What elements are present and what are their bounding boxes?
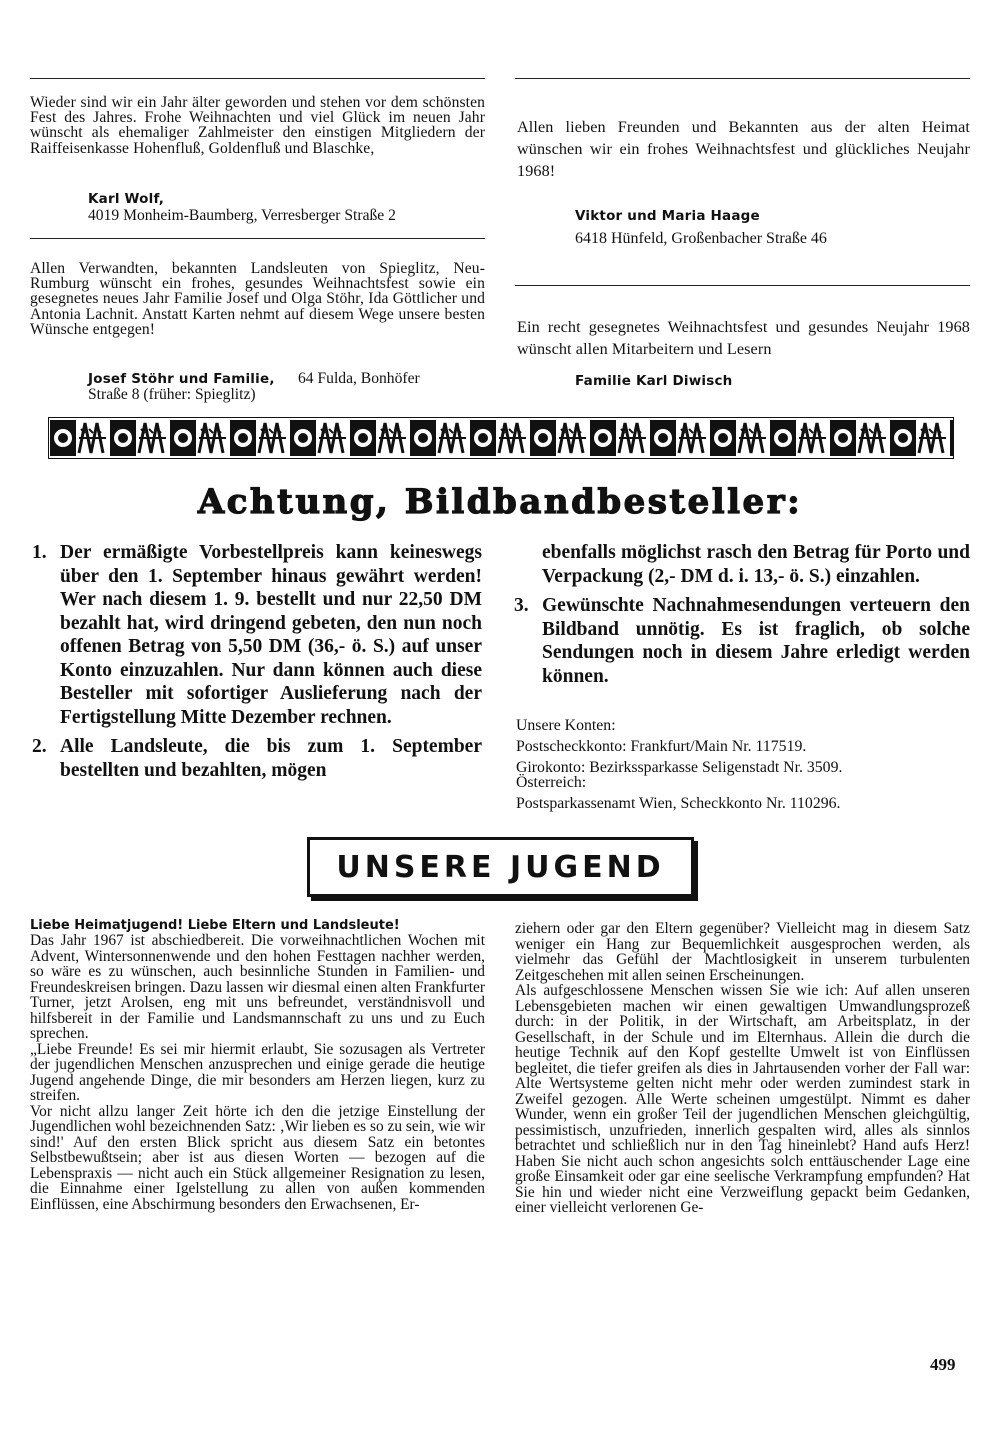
section-title-box [307, 837, 694, 897]
jugend-heading: Liebe Heimatjugend! Liebe Eltern und Landsleute! [30, 918, 400, 933]
section-title: UNSERE JUGEND [336, 849, 665, 885]
sender-address: 64 Fulda, Bonhöfer Straße 8 (früher: Spieglitz) [88, 370, 420, 403]
divider [30, 238, 485, 239]
greeting-text: Allen Verwandten, bekannten Landsleuten von Spieglitz, Neu-Rumburg wünscht ein frohes, gesundes Weihnachtsfest sowie ein gesegnetes neues Jahr Familie Josef und Olga Stöhr, Ida Göttlicher und Antonia Lachnit. Anstatt Karten nehmt auf diesem Wege unsere besten Wünsche entgegen! [30, 260, 485, 338]
greeting-text: Allen lieben Freunden und Bekannten aus der alten Heimat wünschen wir ein frohes Weihnachtsfest und glückliches Neujahr 1968! [517, 118, 970, 180]
accounts-block [516, 716, 976, 815]
jugend-right-text: ziehern oder gar den Eltern gegenüber? Vielleicht mag in diesem Satz weniger ein Hang zur Bequemlichkeit ausgesprochen werden, als vielmehr das Gefühl der Machtlosigkeit in unserem turbulenten Zeitgeschehen mit allen seinen Erscheinungen. Als aufgeschlossene Menschen wissen Sie wie ich: Auf allen unseren Lebensgebieten machen wir einen gewaltigen Umwandlungsprozeß durch: in der Politik, in der Wirtschaft, am Arbeitsplatz, in der Gesellschaft, in der Schule und im Elternhaus. Allein die durch die heutige Technik auf den Kopf gestellte Umwelt ist von Einflüssen begleitet, die tiefer greifen als dies in Jahrtausenden vorher der Fall war: Alte Wertsysteme gelten nicht mehr oder werden zumindest stark in Zweifel gezogen. Alle Werte scheinen umgestülpt. Nimmt es daher Wunder, wenn ein großer Teil der jugendlichen Menschen gleichgültig, pessimistisch, unzufrieden, innerlich gespalten wird, alles als sinnlos betrachtet und schließlich nur in den Tag hineinlebt? Hand aufs Herz! Haben Sie nicht auch schon angesichts solch enttäuschender Lage eine große Einsamkeit oder gar eine seelische Verkrampfung empfunden? Hat Sie hin und wieder nicht eine Verzweiflung gepackt beim Gedanken, einer vielleicht verlorenen Ge- [515, 920, 970, 1216]
divider [515, 285, 970, 286]
greeting-text: Wieder sind wir ein Jahr älter geworden und stehen vor dem schönsten Fest des Jahres. Frohe Weihnachten und viel Glück im neuen Jahr wünscht als ehemaliger Zahlmeister den einstigen Mitgliedern der Raiffeisenkasse Hohenfluß, Goldenfluß und Blaschke, [30, 94, 485, 157]
greeting-text: Ein recht gesegnetes Weihnachtsfest und gesundes Neujahr 1968 wünscht allen Mitarbeitern und Lesern [517, 318, 970, 358]
sender-name: Familie Karl Diwisch [575, 373, 733, 389]
list-item-continuation: ebenfalls möglichst rasch den Betrag für Porto und Verpackung (2,- DM d. i. 13,- ö. S.) einzahlen. [542, 542, 970, 587]
page-number: 499 [930, 1355, 956, 1374]
divider [515, 78, 970, 79]
austria-label: Österreich: [516, 774, 587, 791]
jugend-left-text: Das Jahr 1967 ist abschiedbereit. Die vorweihnachtlichen Wochen mit Advent, Wintersonnenwende und den hohen Festtagen nachher werden, so wäre es zu wünschen, auch besinnliche Stunden in Familien- und Freundeskreisen bringen. Dazu lassen wir diesmal einen alten Frankfurter Turner, jetzt Arolsen, eng mit uns befreundet, verständnisvoll und hilfsbereit in der Familie und Landsmannschaft zu uns und zu Euch sprechen. „Liebe Freunde! Es sei mir hiermit erlaubt, Sie sozusagen als Vertreter der jugendlichen Menschen anzusprechen und einige gerade die heutige Jugend angehende Dinge, die mir besonders am Herzen liegen, kurz zu streifen. Vor nicht allzu langer Zeit hörte ich den die jetzige Einstellung der Jugendlichen wohl bezeichnenden Satz: ‚Wir lieben es so zu sein, wie wir sind!' Auf den ersten Blick spricht aus diesem Satz ein betontes Selbstbewußtsein; aber ist aus diesen Worten — bezogen auf die Lebenspraxis — nicht auch ein Stück allgemeiner Resignation zu lesen, die Einnahme einer Igelstellung zu allen von außen kommenden Einflüssen, eine Abschirmung besonders den Erwachsenen, Er- [30, 932, 485, 1213]
jugend-left-column [30, 918, 485, 1212]
list-number: 1. [32, 542, 47, 563]
list-item [32, 541, 482, 729]
announcement-left-column [32, 541, 482, 782]
sender-address: 6418 Hünfeld, Großenbacher Straße 46 [575, 230, 827, 247]
giro-account: Girokonto: Bezirkssparkasse Seligenstadt Nr. 3509. [516, 759, 843, 776]
list-number: 2. [32, 736, 47, 757]
list-item-text: Alle Landsleute, die bis zum 1. September bestellten und bezahlten, mögen [60, 736, 482, 781]
list-number: 3. [514, 595, 529, 616]
sender-address: 4019 Monheim-Baumberg, Verresberger Straße 2 [88, 207, 396, 224]
announcement-right-column [514, 541, 970, 688]
headline: Achtung, Bildbandbesteller: [197, 482, 803, 522]
list-item [514, 594, 970, 688]
ornament-border [48, 417, 954, 459]
accounts-label: Unsere Konten: [516, 717, 616, 734]
list-item-text: Gewünschte Nachnahmesendungen verteuern den Bildband unnötig. Es ist fraglich, ob solche Sendungen noch in diesem Jahre erledigt werden können. [542, 595, 970, 687]
austria-account: Postsparkassenamt Wien, Scheckkonto Nr. 110296. [516, 795, 841, 812]
list-item [32, 735, 482, 782]
sender-name: Josef Stöhr und Familie, [88, 371, 275, 387]
sender-name: Karl Wolf, [88, 191, 165, 207]
list-item-text: Der ermäßigte Vorbestellpreis kann keineswegs über den 1. September hinaus gewährt werden! Wer nach diesem 1. 9. bestellt und nur 22,50 DM bezahlt hat, wird dringend gebeten, den nun noch offenen Betrag von 5,50 DM (36,- ö. S.) auf unser Konto einzuzahlen. Nur dann können auch diese Besteller mit sofortiger Auslieferung nach der Fertigstellung Mitte Dezember rechnen. [60, 542, 482, 728]
divider [30, 78, 485, 79]
sender-name: Viktor und Maria Haage [575, 208, 760, 224]
postscheck-account: Postscheckkonto: Frankfurt/Main Nr. 117519. [516, 738, 807, 755]
